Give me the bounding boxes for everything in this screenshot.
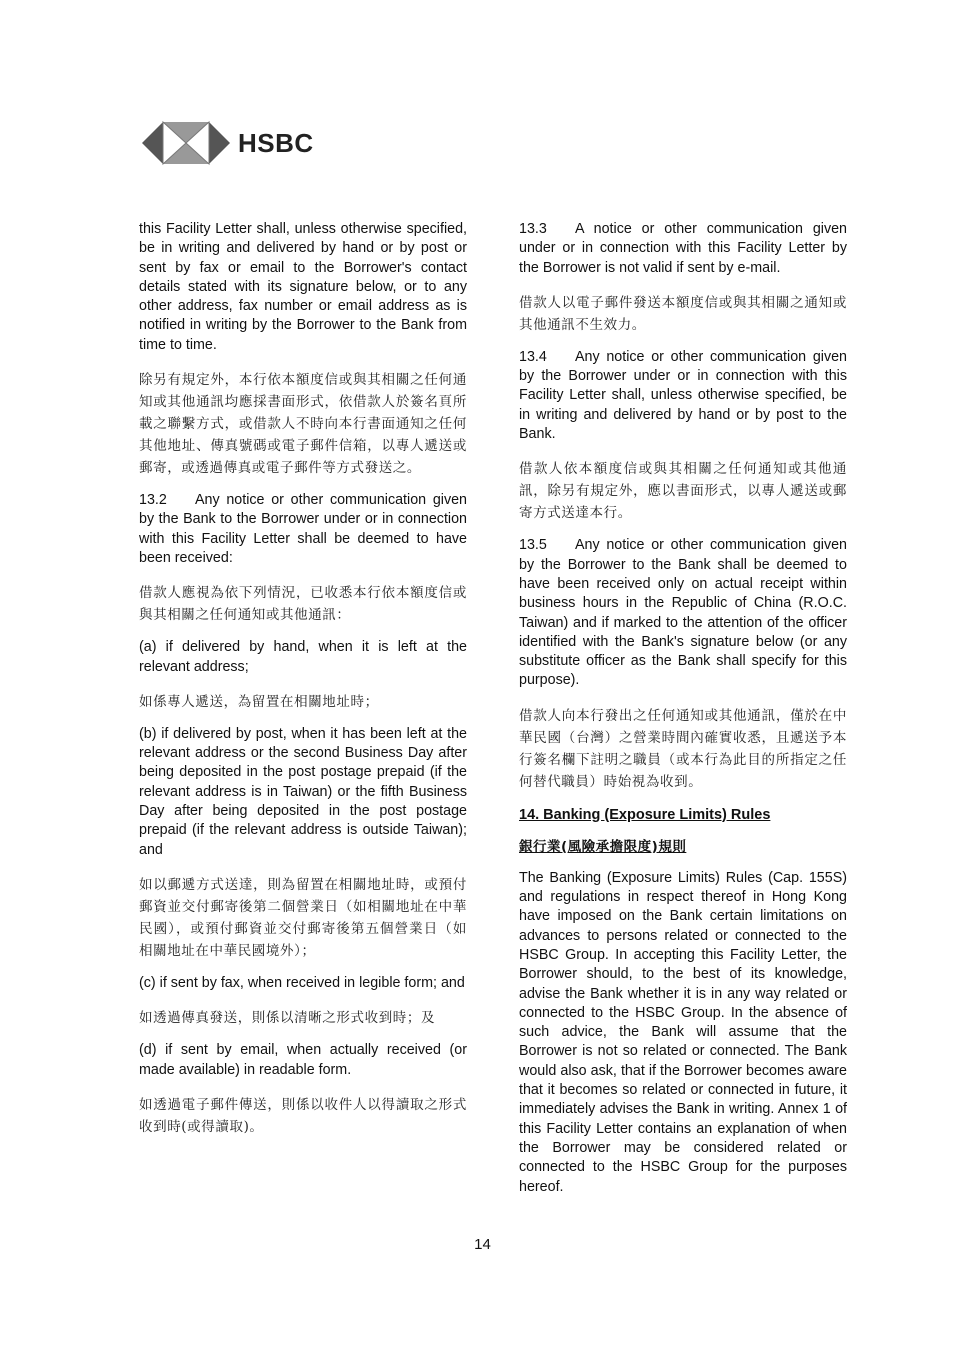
clause-13-1-chinese: 除另有規定外，本行依本額度信或與其相關之任何通知或其他通訊均應採書面形式，依借款人於簽名頁所載之聯繫方式，或借款人不時向本行書面通知之任何其他地址、傳真號碼或電子郵件信箱，以專人遞送或郵寄，或透過傳真或電子郵件等方式發送之。 (139, 372, 467, 477)
clause-13-1-continuation: this Facility Letter shall, unless otherwise specified, be in writing and delivered by hand or by post or sent by fax or email to the Borrower's contact details stated with its signature below, or to any other address, fax number or email address as is notified in writing by the Borrower to the Bank from time to time. (139, 221, 467, 353)
item-c-chinese: 如透過傳真發送，則係以清晰之形式收到時；及 (139, 1010, 436, 1027)
clause-number: 13.4 (519, 348, 547, 365)
clause-13-2 (139, 491, 467, 568)
section-14-heading-chinese: 銀行業(風險承擔限度)規則 (519, 838, 687, 855)
right-column (519, 220, 847, 1211)
clause-13-4-chinese: 借款人依本額度信或與其相關之任何通知或其他通訊，除另有規定外，應以書面形式，以專人遞送或郵寄方式送達本行。 (519, 461, 847, 522)
item-d-chinese: 如透過電子郵件傳送，則係以收件人以得讀取之形式收到時(或得讀取)。 (139, 1096, 467, 1135)
hsbc-logo (140, 120, 314, 166)
clause-13-3-chinese: 借款人以電子郵件發送本額度信或與其相關之通知或其他通訊不生效力。 (519, 294, 847, 333)
clause-13-5 (519, 536, 847, 690)
section-14-heading: 14. Banking (Exposure Limits) Rules (519, 806, 771, 823)
clause-number: 13.2 (139, 492, 167, 509)
clause-number: 13.5 (519, 537, 547, 554)
hsbc-hexagon-icon (140, 120, 232, 166)
clause-13-4 (519, 348, 847, 444)
section-14-text: The Banking (Exposure Limits) Rules (Cap. 155S) and regulations in respect thereof in Hong Kong have imposed on the Bank certain limitations on advances to persons related or connected to the HSBC Group. In accepting this Facility Letter, the Borrower should, to the best of its knowledge, advise the Bank whether it is in any way related or connected to the HSBC Group. In the absence of such advice, the Bank will assume that the Borrower is not so related or connected. The Bank would also ask, that if the Borrower becomes aware that it becomes so related or connected in future, it immediately advises the Bank in writing. Annex 1 of this Facility Letter contains an explanation of when the Borrower may be considered related or connected to the HSBC Group for the purposes hereof. (519, 869, 847, 1195)
item-b: (b) if delivered by post, when it has been left at the relevant address or the second Business Day after being deposited in the post postage prepaid (if the relevant address is in Taiwan) or the fifth Business Day after being deposited in the post postage prepaid (if the relevant address is outside Taiwan); and (139, 725, 467, 858)
clause-text: Any notice or other communication given by the Borrower to the Bank shall be deemed to have been received only on actual receipt within business hours in the Republic of China (R.O.C. Taiwan) and if marked to the attention of the officer identified with the Bank's signature below (or any substitute officer as the Bank shall specify for this purpose). (519, 537, 847, 689)
item-a-chinese: 如係專人遞送，為留置在相關地址時； (139, 693, 379, 710)
clause-number: 13.3 (519, 221, 547, 237)
clause-text: Any notice or other communication given by the Bank to the Borrower under or in connection with this Facility Letter shall be deemed to have been received: (139, 492, 467, 566)
brand-name: HSBC (238, 127, 314, 158)
item-a: (a) if delivered by hand, when it is left at the relevant address; (139, 639, 467, 675)
left-column (139, 220, 467, 1150)
item-b-chinese: 如以郵遞方式送達，則為留置在相關地址時，或預付郵資並交付郵寄後第二個營業日（如相關地址在中華民國），或預付郵資並交付郵寄後第五個營業日（如相關地址在中華民國境外）； (139, 876, 467, 959)
clause-text: Any notice or other communication given by the Borrower under or in connection with this Facility Letter shall, unless otherwise specified, be in writing and delivered by hand or by post to the Bank. (519, 348, 847, 443)
clause-13-3 (519, 220, 847, 278)
page-number: 14 (474, 1236, 491, 1253)
clause-13-5-chinese: 借款人向本行發出之任何通知或其他通訊，僅於在中華民國（台灣）之營業時間內確實收悉，且遞送予本行簽名欄下註明之職員（或本行為此目的所指定之任何替代職員）時始視為收到。 (519, 707, 847, 790)
clause-text: A notice or other communication given under or in connection with this Facility Letter by the Borrower is not valid if sent by e-mail. (519, 221, 847, 276)
item-c: (c) if sent by fax, when received in legible form; and (139, 974, 465, 991)
clause-13-2-chinese: 借款人應視為依下列情況，已收悉本行依本額度信或與其相關之任何通知或其他通訊： (139, 585, 467, 624)
item-d: (d) if sent by email, when actually received (or made available) in readable form. (139, 1042, 467, 1078)
